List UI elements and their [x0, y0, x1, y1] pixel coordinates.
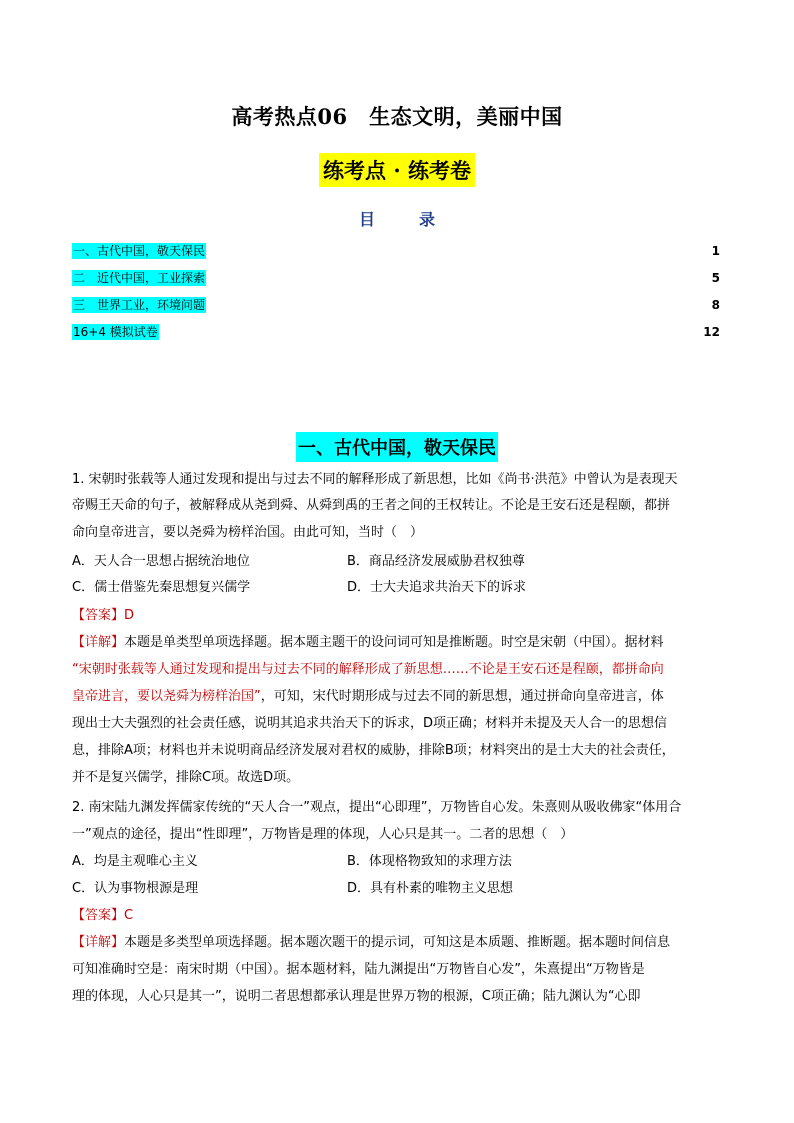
question-1-detail-line: [72, 684, 722, 711]
section-heading-container: [0, 432, 794, 462]
question-1-detail-line: [72, 630, 722, 657]
toc-item-label[interactable]: 一、古代中国，敬天保民: [73, 244, 206, 258]
section-heading: 一、古代中国，敬天保民: [296, 432, 498, 462]
question-2-detail-line: 理的体现，人心只是其一”，说明二者思想都承认理是世界万物的根源，C项正确；陆九渊认为“心即: [72, 989, 641, 1004]
question-2-option-c: C．认为事物根源是理: [72, 881, 199, 896]
question-1-detail-quote: “宋朝时张载等人通过发现和提出与过去不同的解释形成了新思想……不论是王安石还是程颐，都拼命向: [72, 662, 664, 677]
detail-text: 本题是多类型单项选择题。据本题次题干的提示词，可知这是本质题、推断题。据本题时间信息: [124, 935, 671, 950]
question-1-detail-line: 息，排除A项；材料也并未说明商品经济发展对君权的威胁，排除B项；材料突出的是士大夫的社会责任，: [72, 743, 675, 758]
question-2-answer: [72, 906, 133, 926]
answer-value: D: [124, 608, 135, 623]
toc-heading: 目 录: [358, 210, 449, 229]
question-2-line: 2. 南宋陆九渊发挥儒家传统的“天人合一”观点，提出“心即理”，万物皆自心发。朱熹则从吸收佛家“体用合: [72, 800, 682, 815]
answer-tag: 【答案】: [72, 608, 125, 623]
toc-item-page: 8: [711, 298, 720, 312]
detail-text: ，可知，宋代时期形成与过去不同的新思想，通过拼命向皇帝进言，体: [260, 689, 664, 704]
detail-tag: 【详解】: [72, 935, 125, 950]
answer-tag: 【答案】: [72, 908, 125, 923]
toc-item-page: 12: [703, 325, 720, 339]
answer-value: C: [124, 908, 134, 923]
question-1-option-a: A．天人合一思想占据统治地位: [72, 554, 250, 569]
question-2-detail-line: 可知准确时空是：南宋时期（中国）。据本题材料，陆九渊提出“万物皆自心发”，朱熹提出“万物皆是: [72, 962, 645, 977]
question-2-option-d: D．具有朴素的唯物主义思想: [347, 881, 514, 896]
question-2-option-b: B．体现格物致知的求理方法: [347, 854, 512, 869]
toc-item-page: 5: [711, 271, 720, 285]
question-2-line: 一”观点的途径，提出“性即理”，万物皆是理的体现，人心只是其一。二者的思想（ ）: [72, 827, 574, 842]
question-2-option-a: A．均是主观唯心主义: [72, 854, 198, 869]
detail-tag: 【详解】: [72, 635, 125, 650]
question-1-line: 1. 宋朝时张载等人通过发现和提出与过去不同的解释形成了新思想，比如《尚书·洪范》中曾认为是表现天: [72, 472, 678, 487]
subtitle-container: [0, 153, 794, 187]
question-1-option-c: C．儒士借鉴先秦思想复兴儒学: [72, 580, 251, 595]
question-1-option-d: D．士大夫追求共治天下的诉求: [347, 580, 527, 595]
question-1-detail-line: 现出士大夫强烈的社会责任感，说明其追求共治天下的诉求，D项正确；材料并未提及天人合一的思想信: [72, 716, 668, 731]
question-1-option-b: B．商品经济发展威胁君权独尊: [347, 554, 525, 569]
toc-item-label[interactable]: 二 近代中国，工业探索: [73, 271, 206, 285]
detail-quote: 皇帝进言，要以尧舜为榜样治国”: [72, 689, 261, 704]
toc-item-label[interactable]: 三 世界工业，环境问题: [73, 298, 206, 312]
toc-item[interactable]: [72, 295, 720, 315]
toc-item[interactable]: [72, 241, 720, 261]
question-2-detail-line: [72, 930, 722, 957]
page-title: 高考热点06 生态文明，美丽中国: [231, 104, 563, 129]
question-1-answer: [72, 606, 134, 626]
toc-item-page: 1: [711, 244, 720, 258]
toc-item[interactable]: [72, 322, 720, 342]
detail-text: 本题是单类型单项选择题。据本题主题干的设问词可知是推断题。时空是宋朝（中国）。据材料: [124, 635, 664, 650]
question-1-line: 帝赐王天命的句子，被解释成从尧到舜、从舜到禹的王者之间的王权转让。不论是王安石还是程颐，都拼: [72, 498, 671, 513]
question-1-line: 命向皇帝进言，要以尧舜为榜样治国。由此可知，当时（ ）: [72, 525, 424, 540]
toc-item-label[interactable]: 16+4 模拟试卷: [73, 325, 158, 339]
question-1-detail-line: 并不是复兴儒学，排除C项。故选D项。: [72, 770, 300, 785]
page-subtitle: 练考点 · 练考卷: [319, 153, 475, 187]
toc-item[interactable]: [72, 268, 720, 288]
